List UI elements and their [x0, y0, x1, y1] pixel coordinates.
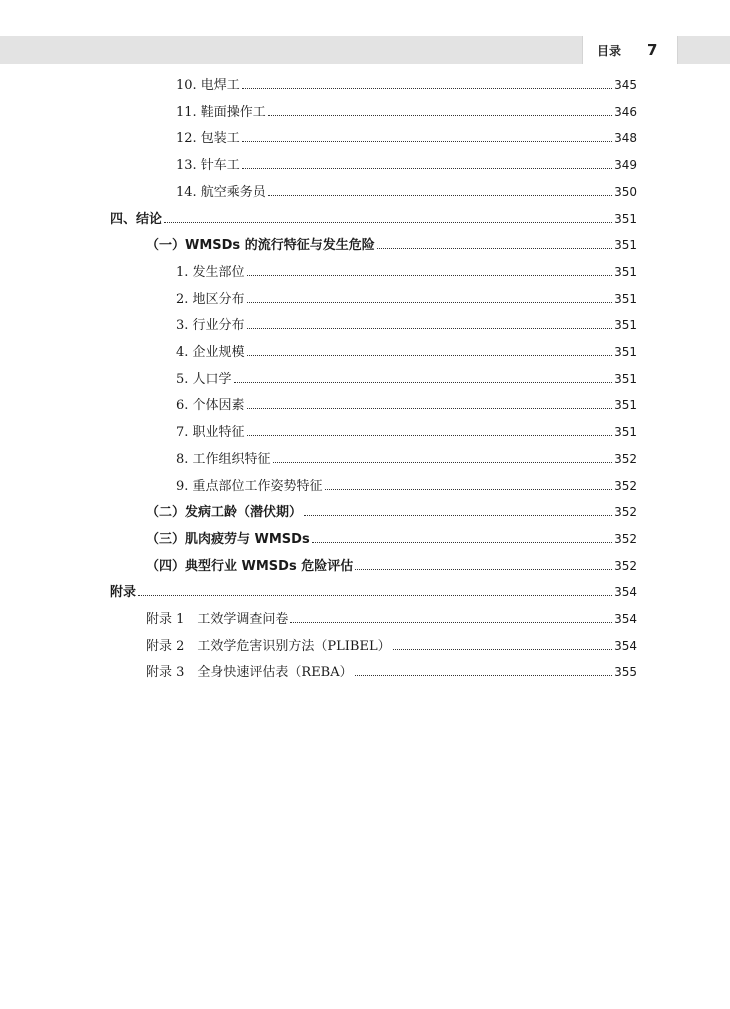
- running-header: [582, 36, 678, 64]
- toc-entry-page: 354: [614, 612, 637, 626]
- toc-entry-title: 附录 3 全身快速评估表（REBA）: [146, 665, 353, 681]
- toc-entry[interactable]: [146, 501, 637, 521]
- toc-entry[interactable]: [176, 314, 637, 334]
- dot-leader: [393, 648, 612, 650]
- dot-leader: [273, 461, 613, 463]
- toc-entry-title: 3. 行业分布: [176, 318, 245, 334]
- toc-entry-page: 351: [614, 398, 637, 413]
- dot-leader: [268, 114, 612, 116]
- toc-entry[interactable]: [176, 448, 637, 468]
- toc-entry-page: 352: [614, 558, 637, 573]
- toc-entry-title: 附录 2 工效学危害识别方法（PLIBEL）: [146, 638, 391, 654]
- toc-entry-title: 四、结论: [110, 211, 163, 227]
- toc-entry[interactable]: [146, 528, 637, 548]
- toc-entry-page: 351: [614, 371, 637, 386]
- dot-leader: [268, 194, 612, 196]
- dot-leader: [355, 568, 612, 570]
- toc-entry-page: 348: [614, 131, 637, 146]
- toc-entry-title: （二）发病工龄（潜伏期）: [146, 505, 303, 521]
- toc-entry-title: 6. 个体因素: [176, 398, 245, 414]
- toc-entry-page: 346: [614, 104, 637, 119]
- toc-entry[interactable]: [176, 261, 637, 281]
- dot-leader: [290, 621, 612, 623]
- toc-entry-page: 352: [614, 505, 637, 520]
- toc-entry-title: 8. 工作组织特征: [176, 451, 271, 467]
- dot-leader: [247, 434, 613, 436]
- toc-entry-page: 351: [614, 211, 637, 226]
- toc-entry[interactable]: [110, 581, 637, 601]
- toc-entry-title: （一）WMSDs 的流行特征与发生危险: [146, 238, 375, 254]
- toc-entry[interactable]: [176, 394, 637, 414]
- toc-entry-page: 349: [614, 158, 637, 173]
- dot-leader: [242, 87, 612, 89]
- toc-entry-title: 9. 重点部位工作姿势特征: [176, 478, 323, 494]
- dot-leader: [247, 274, 613, 276]
- dot-leader: [312, 541, 612, 543]
- dot-leader: [247, 407, 613, 409]
- dot-leader: [164, 221, 612, 223]
- toc-entry[interactable]: [110, 208, 637, 228]
- toc-entry-page: 351: [614, 238, 637, 253]
- toc-entry-page: 352: [614, 531, 637, 546]
- toc-entry[interactable]: [176, 475, 637, 495]
- toc-entry[interactable]: [146, 661, 637, 681]
- toc-entry-title: 2. 地区分布: [176, 291, 245, 307]
- dot-leader: [247, 354, 613, 356]
- dot-leader: [234, 381, 613, 383]
- toc-entry-title: 附录: [110, 585, 137, 601]
- toc-entry[interactable]: [176, 101, 637, 121]
- dot-leader: [138, 594, 612, 596]
- dot-leader: [242, 167, 612, 169]
- toc-entry[interactable]: [176, 421, 637, 441]
- toc-entry[interactable]: [176, 288, 637, 308]
- toc-entry-title: 12. 包装工: [176, 131, 240, 147]
- toc-entry-page: 350: [614, 184, 637, 199]
- toc-entry[interactable]: [146, 555, 637, 575]
- toc-entry[interactable]: [176, 181, 637, 201]
- toc-entry-page: 354: [614, 638, 637, 653]
- toc-entry-title: 14. 航空乘务员: [176, 184, 266, 200]
- dot-leader: [377, 247, 612, 249]
- dot-leader: [247, 301, 613, 303]
- toc-entry-title: 13. 针车工: [176, 158, 240, 174]
- dot-leader: [325, 488, 613, 490]
- dot-leader: [247, 327, 613, 329]
- toc-entry[interactable]: [176, 74, 637, 94]
- dot-leader: [355, 674, 612, 676]
- toc-entry-page: 351: [614, 425, 637, 440]
- toc-entry-page: 351: [614, 291, 637, 306]
- toc-entry-title: 4. 企业规模: [176, 345, 245, 360]
- toc-entry-title: 11. 鞋面操作工: [176, 104, 266, 120]
- toc-entry-title: 10. 电焊工: [176, 78, 240, 93]
- toc-entry[interactable]: [176, 154, 637, 174]
- header-section-title: 目录: [597, 43, 622, 58]
- toc-entry-title: 1. 发生部位: [176, 264, 245, 280]
- toc-entry-page: 352: [614, 478, 637, 493]
- dot-leader: [242, 140, 612, 142]
- toc-entry-title: 附录 1 工效学调查问卷: [146, 612, 289, 627]
- toc-entry-page: 355: [614, 665, 637, 680]
- toc-entry[interactable]: [176, 368, 637, 388]
- toc-entry[interactable]: [146, 234, 637, 254]
- dot-leader: [304, 514, 612, 516]
- toc-entry-page: 354: [614, 585, 637, 600]
- toc-entry-page: 351: [614, 264, 637, 279]
- toc-entry-page: 345: [614, 78, 637, 92]
- toc-entry-title: 5. 人口学: [176, 371, 232, 387]
- header-page-number: 7: [647, 41, 658, 59]
- toc-entry-title: （三）肌肉疲劳与 WMSDs: [146, 531, 310, 547]
- toc-entry[interactable]: [146, 635, 637, 655]
- toc-entry[interactable]: [176, 127, 637, 147]
- toc-entry[interactable]: [146, 608, 637, 628]
- toc-entry-page: 352: [614, 451, 637, 466]
- toc-entry-page: 351: [614, 345, 637, 359]
- toc-entry-title: （四）典型行业 WMSDs 危险评估: [146, 558, 354, 574]
- toc-entry-page: 351: [614, 318, 637, 333]
- toc-entry-title: 7. 职业特征: [176, 425, 245, 441]
- toc-entry[interactable]: [176, 341, 637, 361]
